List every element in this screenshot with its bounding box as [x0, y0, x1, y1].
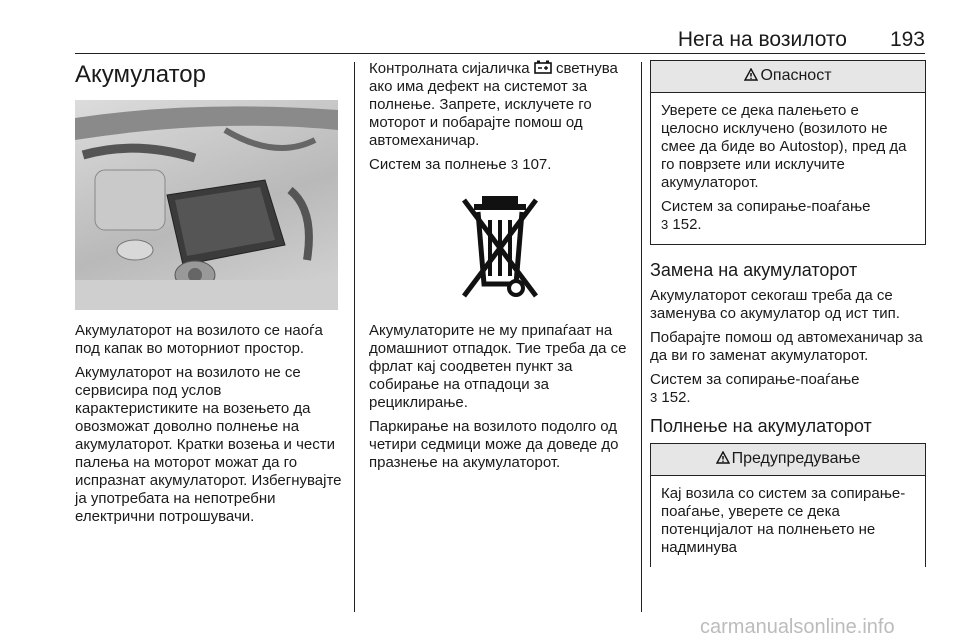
- battery-icon: [534, 60, 552, 74]
- warning-header: [651, 444, 925, 476]
- column-replacement: [650, 60, 926, 581]
- danger-box: [650, 60, 926, 245]
- danger-header: [651, 61, 925, 93]
- text: Систем за сопирање-поаѓање: [661, 198, 871, 215]
- paragraph: Акумулаторот на возилото не се сервисира под услов карактеристиките на возењето да овозможат доволно полнење на акумулаторот. Кратки возења и чести палења на моторот можат да го испразнат акумулаторот. Избегнувајте ја употребата на непотребни електрични потрошувачи.: [75, 364, 342, 525]
- page-reference[interactable]: 152.: [661, 389, 691, 406]
- section-heading-battery: Акумулатор: [75, 61, 206, 88]
- paragraph-ref: [661, 198, 916, 234]
- header-title: Нега на возилото: [677, 28, 847, 51]
- paragraph-ref: [650, 371, 926, 407]
- paragraph: Акумулаторот секогаш треба да се заменува со акумулатор од ист тип.: [650, 287, 900, 322]
- paragraph-ref: [369, 156, 631, 174]
- paragraph: Побарајте помош од автомеханичар за да ви го заменат акумулаторот.: [650, 329, 923, 364]
- text: светнува ако има дефект на системот за полнење. Запрете, исклучете го моторот и побарајте помош од автомеханичар.: [369, 60, 618, 149]
- paragraph: Акумулаторот на возилото се наоѓа под капак во моторниот простор.: [75, 322, 323, 357]
- warning-triangle-icon: [716, 451, 730, 464]
- reference-arrow-icon: 3: [510, 157, 519, 172]
- crossed-bin-icon: [460, 192, 540, 302]
- column-divider: [354, 62, 355, 612]
- page-reference[interactable]: 107.: [522, 156, 552, 173]
- section-heading-charging: Полнење на акумулаторот: [650, 416, 872, 436]
- text: Контролната сијаличка: [369, 60, 530, 77]
- page-reference[interactable]: 152.: [672, 216, 702, 233]
- section-heading-replacement: Замена на акумулаторот: [650, 260, 858, 280]
- warning-title: Предупредување: [731, 450, 861, 467]
- column-battery-info: [369, 60, 631, 478]
- column-divider: [641, 62, 642, 612]
- paragraph-control-lamp: [369, 60, 631, 150]
- paragraph: Кај возила со систем за сопирање-поаѓање, уверете се дека потенцијалот на полнењето не надминува: [661, 485, 906, 556]
- page-header: [75, 14, 925, 54]
- column-battery: [75, 60, 345, 525]
- text: Систем за сопирање-поаѓање: [650, 371, 860, 388]
- warning-box: [650, 443, 926, 567]
- danger-title: Опасност: [760, 67, 832, 84]
- engine-bay-illustration: [75, 100, 338, 310]
- page-number: 193: [889, 28, 925, 51]
- paragraph: Паркирање на возилото подолго од четири седмици може да доведе до празнење на акумулаторот.: [369, 418, 619, 471]
- reference-arrow-icon: 3: [650, 390, 658, 405]
- text: Систем за полнење: [369, 156, 507, 173]
- paragraph: Уверете се дека палењето е целосно исклучено (возилото не смее да биде во Autostop), пред да го поврзете или исклучите акумулаторот.: [661, 102, 907, 191]
- warning-triangle-icon: [744, 68, 758, 81]
- watermark: carmanualsonline.info: [700, 616, 895, 638]
- paragraph: Акумулаторите не му припаѓаат на домашниот отпадок. Тие треба да се фрлат кај соодветен пункт за собирање на отпадоци за рециклирање.: [369, 322, 627, 411]
- reference-arrow-icon: 3: [661, 217, 669, 232]
- engine-bay-photo: [75, 100, 338, 310]
